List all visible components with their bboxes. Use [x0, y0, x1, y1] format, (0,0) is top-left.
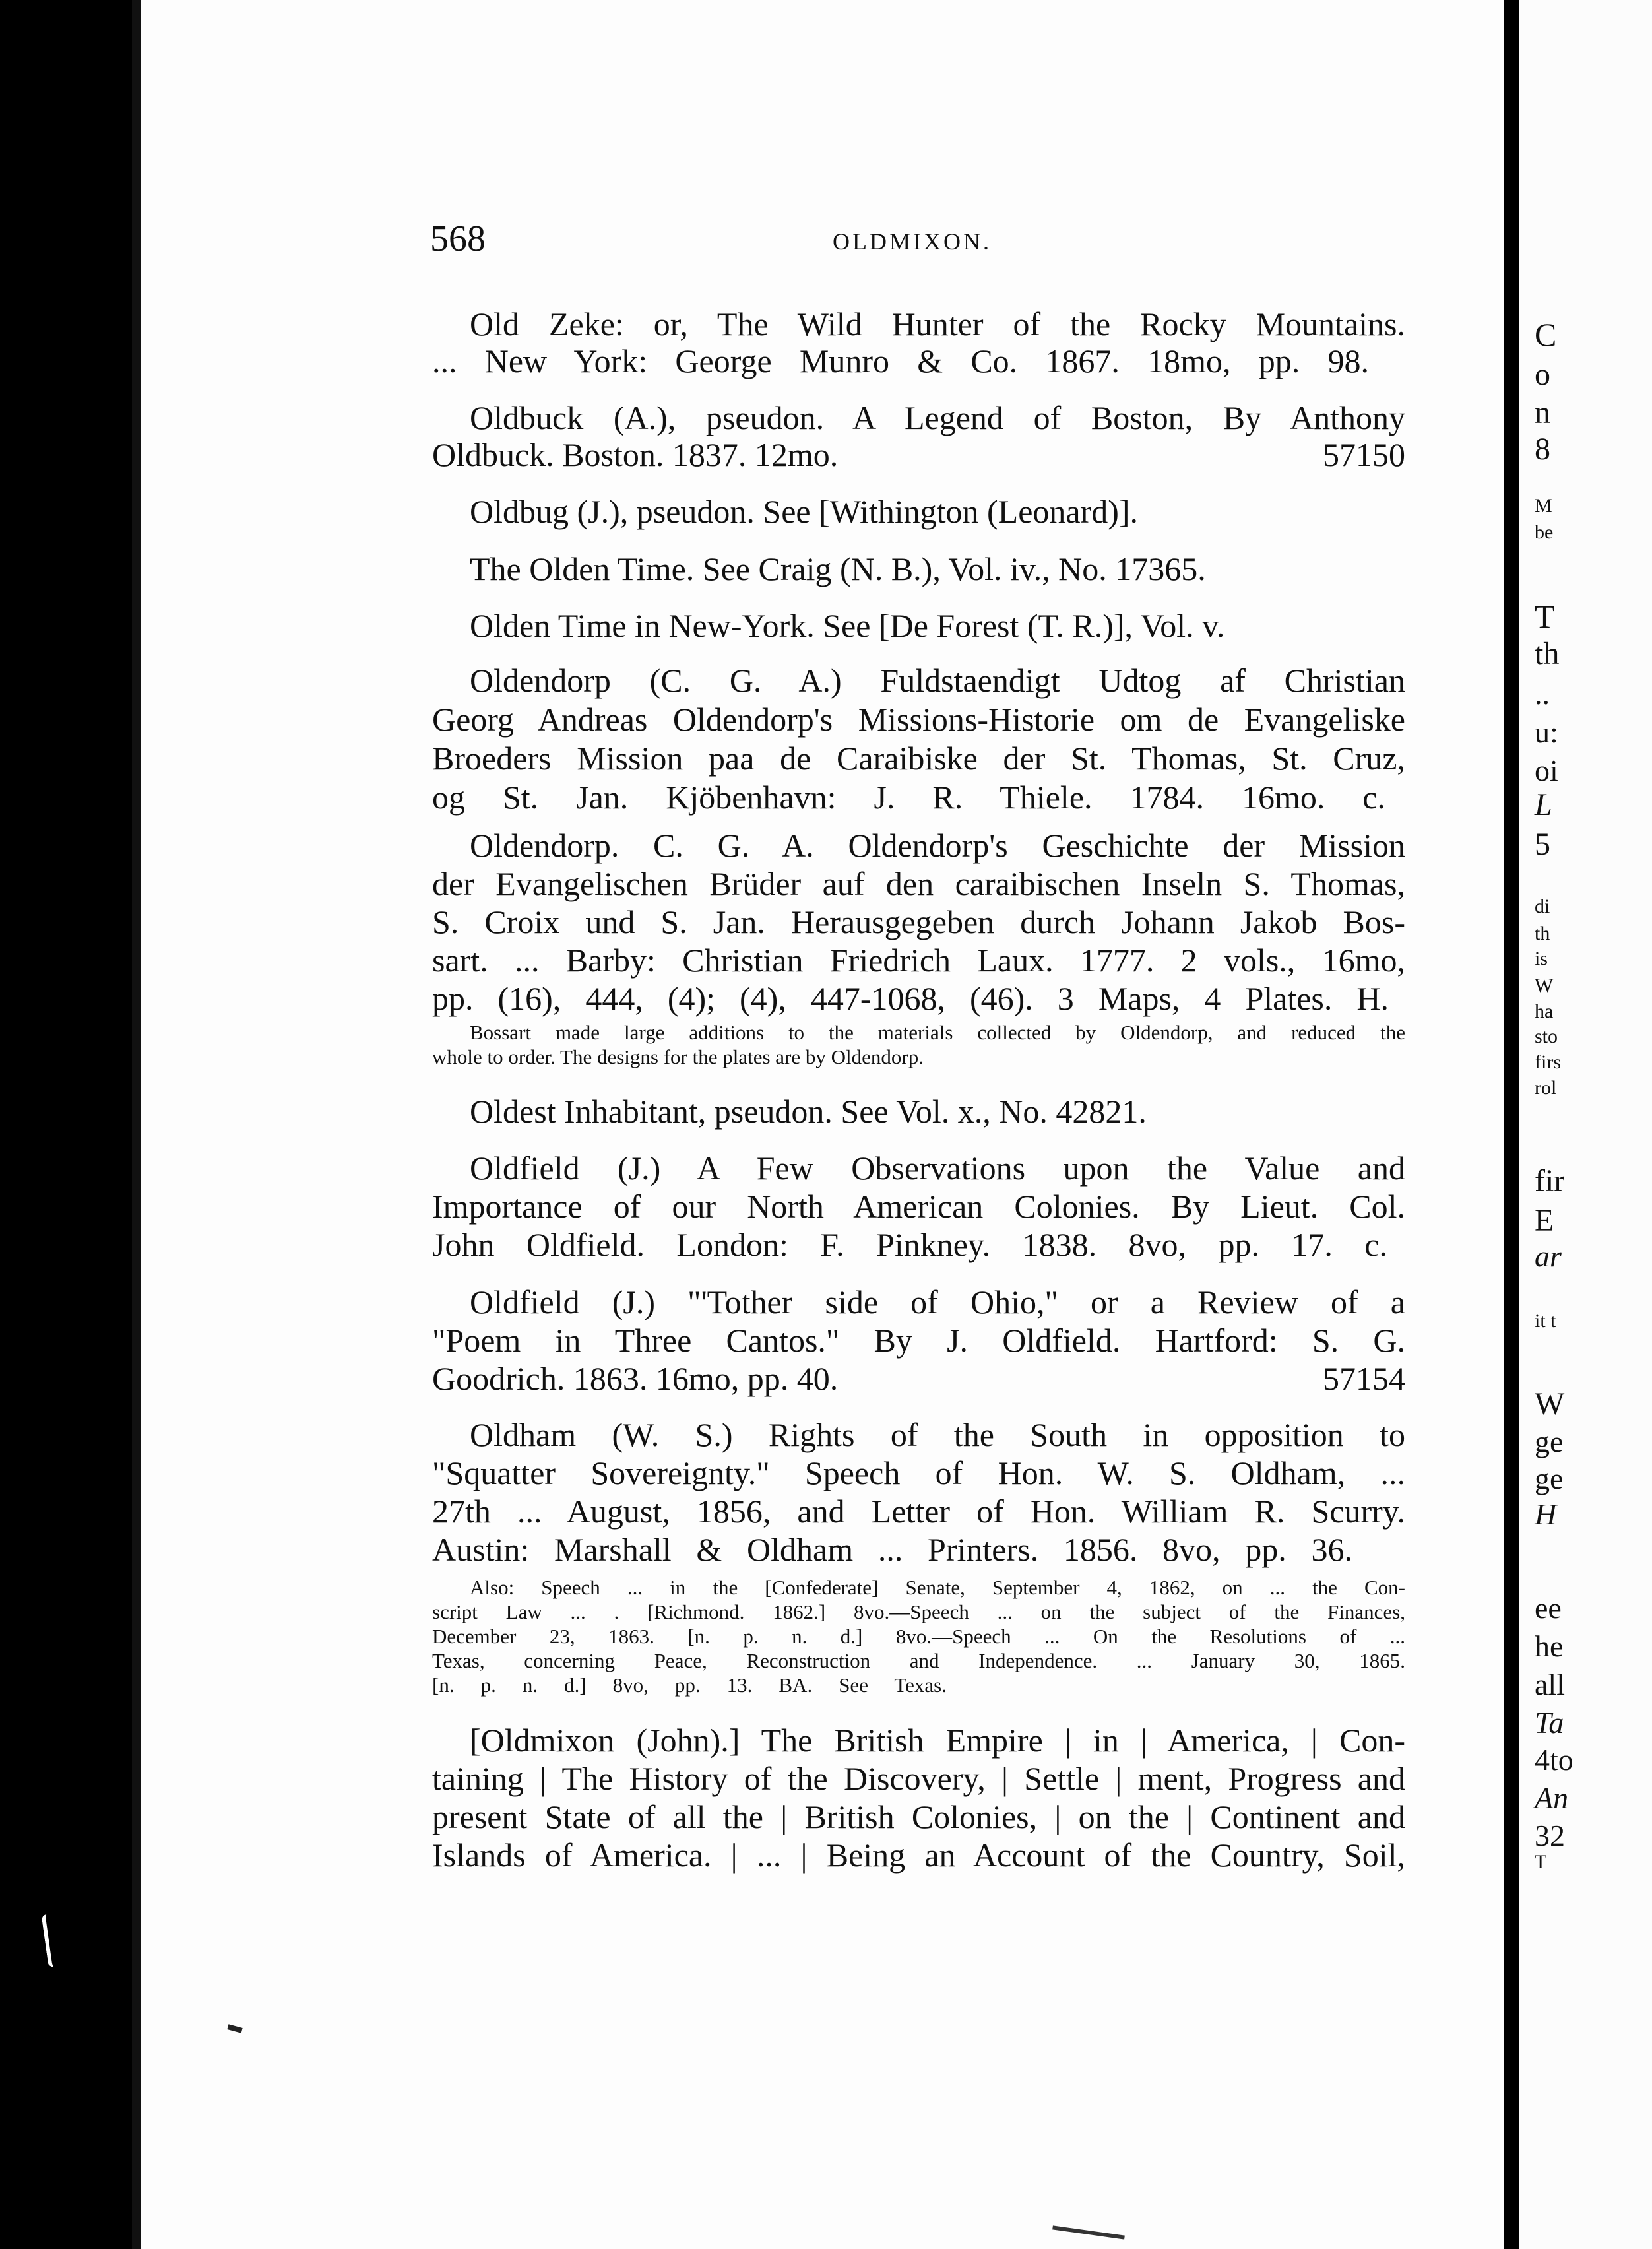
adjacent-fragment: Ta	[1535, 1706, 1564, 1740]
page-number: 568	[430, 218, 486, 259]
entry-line: Olden Time in New-York. See [De Forest (T. R.)], Vol. v.	[470, 607, 1225, 644]
adjacent-fragment: 4to	[1535, 1743, 1573, 1776]
entry-line: present State of all the | British Colonies, | on the | Continent and	[432, 1798, 1405, 1835]
adjacent-fragment: o	[1535, 357, 1550, 392]
entry-line: Importance of our North American Colonies. By Lieut. Col.	[432, 1188, 1405, 1225]
adjacent-fragment: th	[1535, 923, 1550, 944]
entry-note: Texas, concerning Peace, Reconstruction and Independence. ... January 30, 1865.	[432, 1649, 1405, 1672]
adjacent-fragment: 8	[1535, 432, 1550, 467]
adjacent-fragment: ..	[1535, 677, 1550, 711]
entry-line	[432, 436, 1405, 473]
entry-line: pp. (16), 444, (4); (4), 447-1068, (46). 3 Maps, 4 Plates. H.	[432, 980, 1389, 1017]
entry-line: "Squatter Sovereignty." Speech of Hon. W. S. Oldham, ...	[432, 1454, 1405, 1491]
entry-line: Islands of America. | ... | Being an Account of the Country, Soil,	[432, 1837, 1405, 1874]
entry-note: [n. p. n. d.] 8vo, pp. 13. BA. See Texas.	[432, 1674, 947, 1697]
entry-line: "Poem in Three Cantos." By J. Oldfield. Hartford: S. G.	[432, 1322, 1405, 1359]
adjacent-fragment: di	[1535, 896, 1550, 917]
adjacent-fragment: sto	[1535, 1026, 1558, 1047]
adjacent-fragment: is	[1535, 948, 1548, 969]
entry-line: Old Zeke: or, The Wild Hunter of the Rocky Mountains.	[470, 306, 1405, 342]
entry-line: Georg Andreas Oldendorp's Missions-Historie om de Evangeliske	[432, 701, 1405, 738]
entry-text: Goodrich. 1863. 16mo, pp. 40.	[432, 1360, 839, 1397]
entry-note: Also: Speech ... in the [Confederate] Senate, September 4, 1862, on ... the Con-	[470, 1576, 1405, 1599]
adjacent-fragment: 5	[1535, 827, 1550, 862]
entry-note: Bossart made large additions to the materials collected by Oldendorp, and reduced the	[470, 1021, 1405, 1044]
entry-line: ... New York: George Munro & Co. 1867. 18mo, pp. 98.	[432, 342, 1369, 379]
adjacent-fragment: E	[1535, 1203, 1554, 1238]
adjacent-fragment: M	[1535, 495, 1552, 517]
entry-line: der Evangelischen Brüder auf den caraibischen Inseln S. Thomas,	[432, 865, 1405, 902]
adjacent-fragment: L	[1535, 787, 1552, 822]
adjacent-fragment: oi	[1535, 754, 1558, 787]
entry-line: The Olden Time. See Craig (N. B.), Vol. iv., No. 17365.	[470, 550, 1206, 587]
entry-line: Oldest Inhabitant, pseudon. See Vol. x., No. 42821.	[470, 1093, 1147, 1130]
adjacent-fragment: T	[1535, 1851, 1547, 1873]
entry-line: John Oldfield. London: F. Pinkney. 1838. 8vo, pp. 17. c.	[432, 1226, 1387, 1263]
entry-note: whole to order. The designs for the plates are by Oldendorp.	[432, 1045, 924, 1068]
adjacent-fragment: ge	[1535, 1462, 1564, 1495]
adjacent-fragment: ha	[1535, 1000, 1554, 1022]
entry-line: Austin: Marshall & Oldham ... Printers. 1856. 8vo, pp. 36.	[432, 1531, 1352, 1568]
entry-line: Oldbuck (A.), pseudon. A Legend of Boston, By Anthony	[470, 399, 1405, 436]
entry-note: script Law ... . [Richmond. 1862.] 8vo.—Speech ... on the subject of the Finances,	[432, 1600, 1405, 1623]
adjacent-fragment: ee	[1535, 1591, 1562, 1625]
entry-line: sart. ... Barby: Christian Friedrich Laux. 1777. 2 vols., 16mo,	[432, 942, 1405, 979]
adjacent-fragment: all	[1535, 1668, 1565, 1701]
adjacent-fragment: An	[1535, 1781, 1569, 1815]
adjacent-fragment: fir	[1535, 1163, 1565, 1198]
adjacent-fragment: it t	[1535, 1310, 1556, 1332]
entry-line: 27th ... August, 1856, and Letter of Hon. William R. Scurry.	[432, 1493, 1405, 1530]
page-gutter	[1504, 0, 1519, 2249]
entry-line	[432, 1360, 1405, 1397]
entry-number: 57154	[1323, 1360, 1405, 1397]
entry-line: Oldbug (J.), pseudon. See [Withington (Leonard)].	[470, 493, 1139, 530]
entry-line: Oldfield (J.) A Few Observations upon the Value and	[470, 1150, 1405, 1187]
adjacent-fragment: W	[1535, 975, 1554, 996]
entry-line: taining | The History of the Discovery, | Settle | ment, Progress and	[432, 1760, 1405, 1797]
adjacent-fragment: firs	[1535, 1051, 1561, 1073]
adjacent-fragment: he	[1535, 1629, 1564, 1663]
entry-line: Oldendorp. C. G. A. Oldendorp's Geschichte der Mission	[470, 827, 1405, 864]
entry-line: Oldham (W. S.) Rights of the South in opposition to	[470, 1416, 1405, 1453]
entry-text: Oldbuck. Boston. 1837. 12mo.	[432, 436, 839, 473]
adjacent-fragment: H	[1535, 1497, 1557, 1531]
adjacent-fragment: n	[1535, 395, 1550, 430]
adjacent-fragment: C	[1535, 316, 1557, 353]
adjacent-fragment: rol	[1535, 1077, 1557, 1099]
running-title: OLDMIXON.	[833, 228, 992, 255]
scan-mark	[42, 1913, 65, 1968]
adjacent-fragment: u:	[1535, 715, 1558, 749]
adjacent-fragment: 32	[1535, 1819, 1565, 1852]
entry-line: Oldfield (J.) "'Tother side of Ohio," or a Review of a	[470, 1284, 1405, 1320]
entry-line: Oldendorp (C. G. A.) Fuldstaendigt Udtog af Christian	[470, 662, 1405, 699]
adjacent-fragment: W	[1535, 1386, 1565, 1421]
entry-note: December 23, 1863. [n. p. n. d.] 8vo.—Speech ... On the Resolutions of ...	[432, 1625, 1405, 1648]
entry-line: S. Croix und S. Jan. Herausgegeben durch Johann Jakob Bos-	[432, 903, 1405, 940]
entry-line: Broeders Mission paa de Caraibiske der St. Thomas, St. Cruz,	[432, 740, 1405, 777]
adjacent-fragment: be	[1535, 521, 1554, 543]
adjacent-fragment: ar	[1535, 1239, 1562, 1273]
entry-line: [Oldmixon (John).] The British Empire | in | America, | Con-	[470, 1722, 1405, 1759]
entry-number: 57150	[1323, 436, 1405, 473]
adjacent-fragment: ge	[1535, 1425, 1564, 1458]
adjacent-fragment: T	[1535, 598, 1555, 635]
adjacent-fragment: th	[1535, 636, 1560, 671]
entry-line: og St. Jan. Kjöbenhavn: J. R. Thiele. 1784. 16mo. c.	[432, 779, 1385, 816]
